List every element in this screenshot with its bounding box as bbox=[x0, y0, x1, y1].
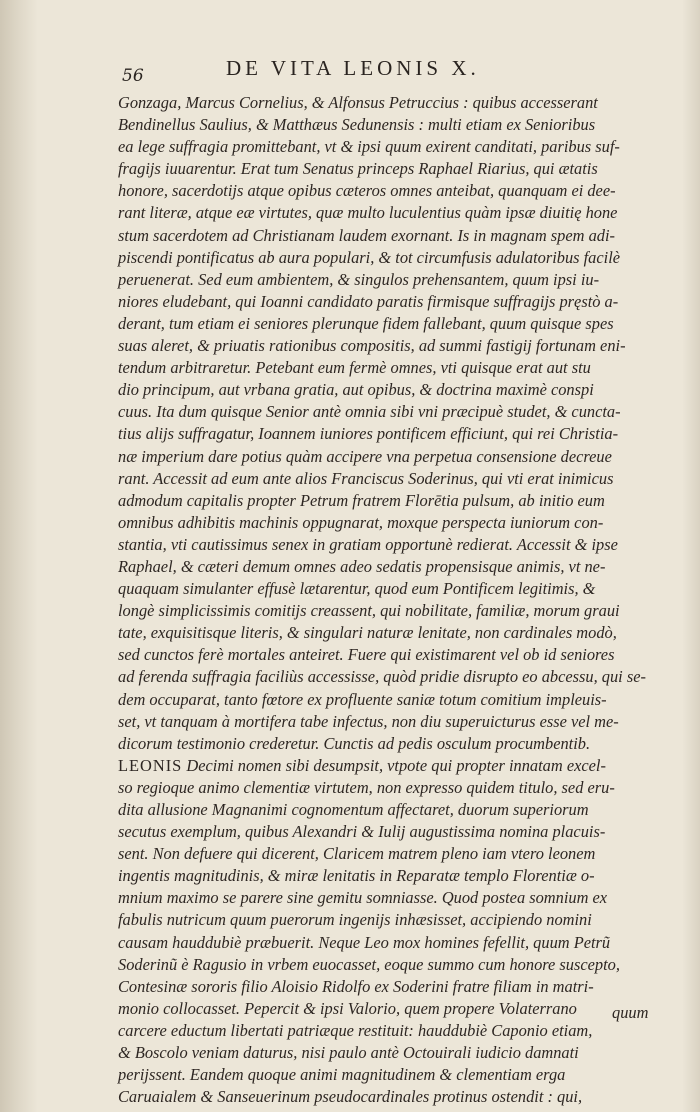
text-line: secutus exemplum, quibus Alexandri & Iulij augustissima nomina placuis- bbox=[118, 822, 606, 842]
text-line: carcere eductum libertati patriæque restituit: hauddubiè Caponio etiam, bbox=[118, 1020, 593, 1040]
text-line: tius alijs suffragatur, Ioannem iuniores pontificem efficiunt, qui rei Christia- bbox=[118, 424, 619, 444]
text-line: perijssent. Eandem quoque animi magnitudinem & clementiam erga bbox=[118, 1065, 566, 1085]
text-line: ad ferenda suffragia faciliùs accessisse, quòd pridie disrupto eo abcessu, qui se- bbox=[118, 667, 646, 687]
text-line: piscendi pontificatus ab aura populari, & tot circumfusis adulatoribus facilè bbox=[118, 247, 621, 267]
text-line: Caruaialem & Sanseuerinum pseudocardinales protinus ostendit : qui, bbox=[118, 1087, 583, 1107]
text-line: stantia, vti cautissimus senex in gratiam opportunè redierat. Accessit & ipse bbox=[118, 534, 618, 554]
text-line: cuus. Ita dum quisque Senior antè omnia sibi vni præcipuè studet, & cuncta- bbox=[118, 402, 621, 422]
text-line: dio principum, aut vrbana gratia, aut opibus, & doctrina maximè conspi bbox=[118, 380, 594, 400]
text-line: Bendinellus Saulius, & Matthæus Sedunensis : multi etiam ex Senioribus bbox=[118, 115, 596, 135]
text-line: ea lege suffragia promittebant, vt & ipsi quum exirent canditati, paribus suf- bbox=[118, 137, 620, 157]
text-line: fragijs iuuarentur. Erat tum Senatus princeps Raphael Riarius, qui ætatis bbox=[118, 159, 598, 179]
text-line: fabulis nutricum quum puerorum ingenijs inhæsisset, accipiendo nomini bbox=[118, 910, 592, 930]
text-line: LEONIS Decimi nomen sibi desumpsit, vtpote qui propter innatam excel- bbox=[118, 755, 606, 775]
text-line: set, vt tanquam à mortifera tabe infectus, non diu superuicturus esse vel me- bbox=[118, 711, 619, 731]
text-line: stum sacerdotem ad Christianam laudem exornant. Is in magnam spem adi- bbox=[118, 225, 615, 245]
text-line: admodum capitalis propter Petrum fratrem Florētia pulsum, ab initio eum bbox=[118, 490, 605, 510]
catchword: quum bbox=[612, 1003, 649, 1022]
text-line: dem occuparat, tanto fœtore ex profluente saniæ totum comitium impleuis- bbox=[118, 689, 607, 709]
text-line: ingentis magnitudinis, & miræ lenitatis in Reparatæ templo Florentiæ o- bbox=[118, 866, 595, 886]
body-text bbox=[118, 92, 656, 1108]
page-edge-shadow bbox=[682, 0, 700, 1112]
text-line: causam hauddubiè præbuerit. Neque Leo mox homines fefellit, quum Petrũ bbox=[118, 932, 611, 952]
text-line: suas aleret, & priuatis rationibus compositis, ad summi fastigij fortunam eni- bbox=[118, 336, 626, 356]
text-line: mnium maximo se parere sine gemitu somniasse. Quod postea somnium ex bbox=[118, 888, 608, 908]
text-line: Gonzaga, Marcus Cornelius, & Alfonsus Petruccius : quibus accesserant bbox=[118, 93, 598, 112]
text-line: so regioque animo clementiæ virtutem, non expresso quidem titulo, sed eru- bbox=[118, 777, 615, 797]
binding-shadow bbox=[0, 0, 38, 1112]
text-line: dicorum testimonio crederetur. Cunctis ad pedis osculum procumbentib. bbox=[118, 733, 591, 753]
running-title: DE VITA LEONIS X. bbox=[226, 56, 480, 80]
text-line: quaquam simulanter effusè lætarentur, quod eum Pontificem legitimis, & bbox=[118, 579, 596, 599]
text-line: omnibus adhibitis machinis oppugnarat, moxque perspecta iuniorum con- bbox=[118, 512, 604, 532]
text-line: & Boscolo veniam daturus, nisi paulo antè Octouirali iudicio damnati bbox=[118, 1043, 579, 1063]
text-line: Soderinũ è Ragusio in vrbem euocasset, eoque summo cum honore suscepto, bbox=[118, 954, 620, 974]
text-line: rant literæ, atque eæ virtutes, quæ multo luculentius quàm ipsæ diuitię hone bbox=[118, 203, 618, 223]
text-line: honore, sacerdotijs atque opibus cæteros omnes anteibat, quanquam ei dee- bbox=[118, 181, 616, 201]
text-line: Raphael, & cæteri demum omnes adeo sedatis propensisque animis, vt ne- bbox=[118, 556, 606, 576]
text-line: sed cunctos ferè mortales anteiret. Fuere qui existimarent vel ob id seniores bbox=[118, 645, 615, 665]
text-line: tendum arbitraretur. Petebant eum fermè omnes, vti quisque erat aut stu bbox=[118, 358, 591, 378]
small-caps-name: LEONIS bbox=[118, 755, 183, 775]
text-line: niores eludebant, qui Ioanni candidato paratis firmisque suffragijs pręstò a- bbox=[118, 291, 619, 311]
text-line: tate, exquisitisque literis, & singulari naturæ lenitate, non cardinales modò, bbox=[118, 623, 617, 643]
text-line: Contesinæ sororis filio Aloisio Ridolfo ex Soderini fratre filiam in matri- bbox=[118, 976, 594, 996]
text-line: derant, tum etiam ei seniores plerunque fidem fallebant, quum quisque spes bbox=[118, 313, 614, 333]
text-line: peruenerat. Sed eum ambientem, & singulos prehensantem, quum ipsi iu- bbox=[118, 269, 600, 289]
text-line: næ imperium dare potius quàm accipere vna perpetua consensione decreue bbox=[118, 446, 612, 466]
text-line: monio collocasset. Pepercit & ipsi Valorio, quem propere Volaterrano bbox=[118, 998, 577, 1018]
text-line: rant. Accessit ad eum ante alios Franciscus Soderinus, qui vti erat inimicus bbox=[118, 468, 614, 488]
page-header bbox=[118, 56, 588, 90]
text-line: longè simplicissimis comitijs creassent, qui nobilitate, familiæ, morum graui bbox=[118, 601, 620, 621]
page-number: 56 bbox=[122, 66, 144, 86]
text-line: sent. Non defuere qui dicerent, Claricem matrem pleno iam vtero leonem bbox=[118, 844, 596, 864]
text-line: dita allusione Magnanimi cognomentum affectaret, duorum superiorum bbox=[118, 800, 589, 819]
